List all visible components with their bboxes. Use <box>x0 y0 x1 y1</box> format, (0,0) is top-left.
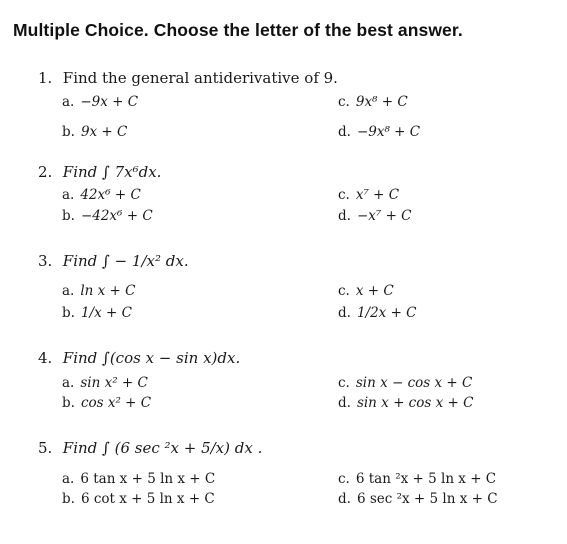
option-text: sin x + cos x + C <box>356 395 474 411</box>
option-text: 42x⁶ + C <box>80 187 141 203</box>
option-letter: b. <box>62 208 75 224</box>
option-5d[interactable] <box>338 491 498 507</box>
option-3c[interactable] <box>338 283 394 299</box>
option-4d[interactable] <box>338 395 473 411</box>
option-text: x + C <box>355 283 394 299</box>
page-title: Multiple Choice. Choose the letter of the best answer. <box>13 20 463 40</box>
option-letter: c. <box>338 375 350 391</box>
option-5c[interactable] <box>338 471 496 487</box>
option-3d[interactable] <box>338 305 417 321</box>
option-letter: c. <box>338 471 350 487</box>
option-letter: a. <box>62 471 75 487</box>
option-1c[interactable] <box>338 94 408 110</box>
option-text: 1/2x + C <box>356 305 417 321</box>
option-letter: c. <box>338 283 350 299</box>
option-text: ln x + C <box>80 283 136 299</box>
option-text: 6 sec ²x + 5 ln x + C <box>356 491 498 507</box>
question-number: 4. <box>38 349 53 367</box>
question-number: 5. <box>38 439 53 457</box>
option-letter: c. <box>338 187 350 203</box>
question-text: Find the general antiderivative of 9. <box>62 69 338 87</box>
option-text: 6 tan x + 5 ln x + C <box>80 471 216 487</box>
option-2a[interactable] <box>62 187 141 203</box>
option-2d[interactable] <box>338 208 412 224</box>
option-5a[interactable] <box>62 471 215 487</box>
option-3b[interactable] <box>62 305 132 321</box>
option-5b[interactable] <box>62 491 215 507</box>
option-1b[interactable] <box>62 124 127 140</box>
option-text: 1/x + C <box>80 305 132 321</box>
option-2b[interactable] <box>62 208 153 224</box>
option-text: −42x⁶ + C <box>80 208 153 224</box>
option-letter: d. <box>338 208 351 224</box>
option-letter: d. <box>338 395 351 411</box>
option-text: −9x⁸ + C <box>356 124 421 140</box>
option-letter: d. <box>338 491 351 507</box>
option-text: 9x⁸ + C <box>355 94 408 110</box>
question-number: 3. <box>38 252 53 270</box>
option-text: −9x + C <box>80 94 139 110</box>
question-3-stem <box>38 252 189 270</box>
option-text: cos x² + C <box>80 395 152 411</box>
option-letter: b. <box>62 395 75 411</box>
option-text: sin x² + C <box>80 375 148 391</box>
question-1-stem <box>38 69 338 87</box>
option-letter: b. <box>62 491 75 507</box>
question-5-stem <box>38 439 262 457</box>
option-letter: d. <box>338 305 351 321</box>
option-text: −x⁷ + C <box>356 208 412 224</box>
option-letter: b. <box>62 305 75 321</box>
question-2-stem <box>38 163 161 181</box>
option-4b[interactable] <box>62 395 151 411</box>
question-text: Find ∫(cos x − sin x)dx. <box>62 349 241 367</box>
option-letter: a. <box>62 187 75 203</box>
option-text: x⁷ + C <box>355 187 400 203</box>
question-number: 1. <box>38 69 53 87</box>
option-1d[interactable] <box>338 124 420 140</box>
option-letter: d. <box>338 124 351 140</box>
option-text: 9x + C <box>80 124 128 140</box>
option-letter: c. <box>338 94 350 110</box>
option-4a[interactable] <box>62 375 148 391</box>
option-letter: a. <box>62 375 75 391</box>
question-number: 2. <box>38 163 53 181</box>
question-text: Find ∫ 7x⁶dx. <box>62 163 162 181</box>
option-text: sin x − cos x + C <box>355 375 473 391</box>
question-text: Find ∫ (6 sec ²x + 5/x) dx . <box>62 439 263 457</box>
option-2c[interactable] <box>338 187 399 203</box>
option-text: 6 cot x + 5 ln x + C <box>80 491 215 507</box>
option-text: 6 tan ²x + 5 ln x + C <box>355 471 497 487</box>
option-letter: a. <box>62 283 75 299</box>
option-1a[interactable] <box>62 94 138 110</box>
question-4-stem <box>38 349 240 367</box>
option-letter: a. <box>62 94 75 110</box>
question-text: Find ∫ − 1/x² dx. <box>62 252 189 270</box>
option-3a[interactable] <box>62 283 135 299</box>
option-letter: b. <box>62 124 75 140</box>
option-4c[interactable] <box>338 375 472 391</box>
